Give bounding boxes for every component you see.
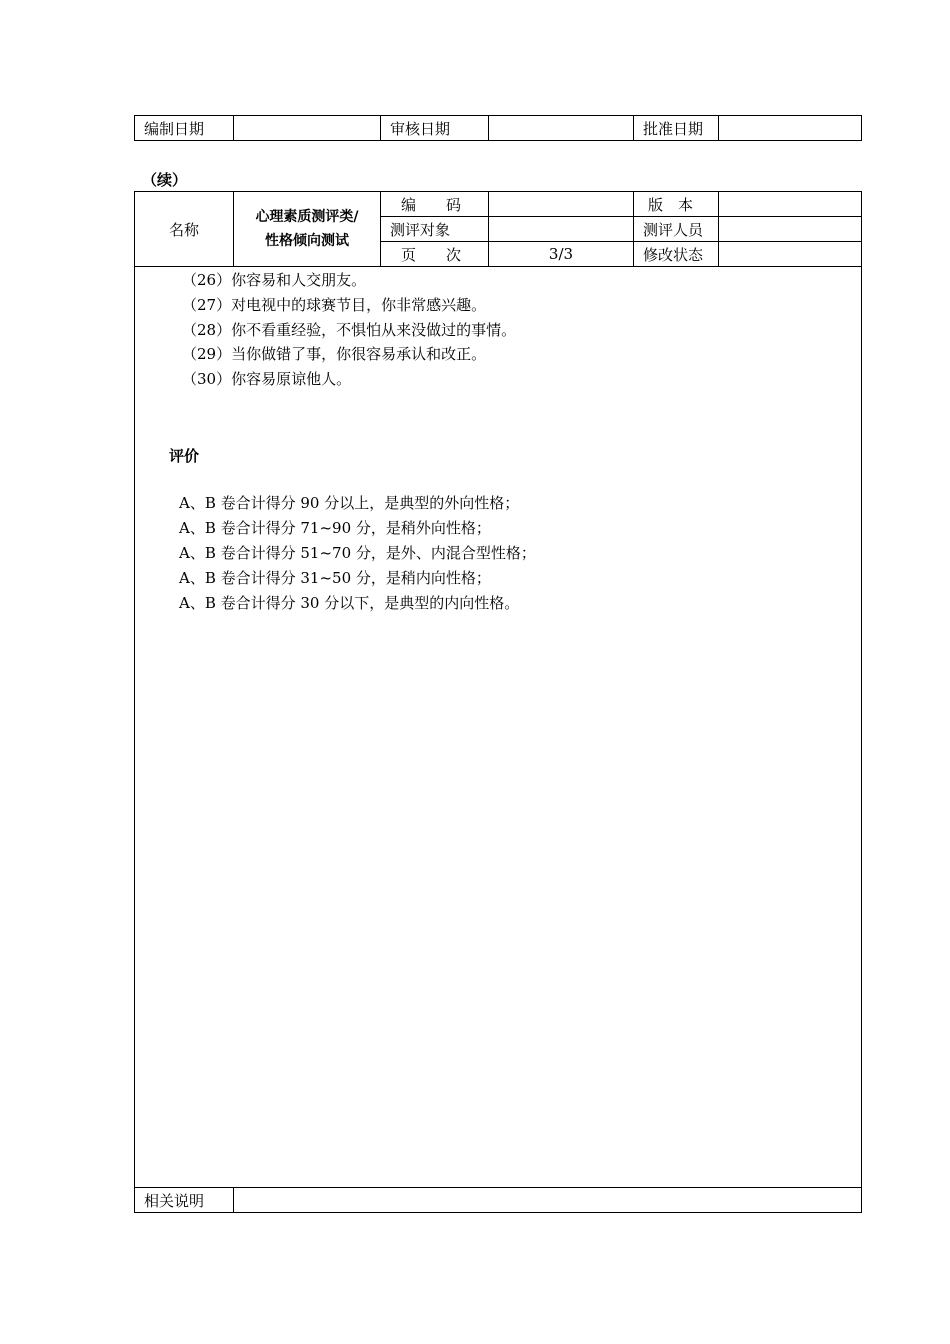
subject-label: 测评对象: [381, 217, 489, 242]
question-28: （28）你不看重经验，不惧怕从来没做过的事情。: [182, 321, 517, 339]
name-label: 名称: [135, 192, 234, 267]
question-29: （29）当你做错了事，你很容易承认和改正。: [182, 345, 487, 363]
notes-label: 相关说明: [135, 1188, 234, 1213]
approve-date-label: 批准日期: [634, 116, 719, 141]
evaluation-rule: A、B 卷合计得分 71~90 分，是稍外向性格；: [179, 519, 491, 537]
assessor-field[interactable]: [719, 217, 862, 242]
evaluation-title: 评价: [169, 447, 200, 465]
page-label: 页 次: [381, 242, 489, 267]
compile-date-label: 编制日期: [135, 116, 234, 141]
page-value: 3/3: [489, 242, 634, 267]
question-27: （27）对电视中的球赛节目，你非常感兴趣。: [182, 296, 487, 314]
continued-label: （续）: [142, 171, 188, 189]
main-form-table: [134, 191, 862, 1213]
date-table: [134, 115, 862, 141]
evaluation-rule: A、B 卷合计得分 90 分以上，是典型的外向性格；: [179, 494, 520, 512]
revision-label: 修改状态: [634, 242, 719, 267]
question-30: （30）你容易原谅他人。: [182, 370, 352, 388]
evaluation-rule: A、B 卷合计得分 31~50 分，是稍内向性格；: [179, 569, 491, 587]
code-field[interactable]: [489, 192, 634, 217]
review-date-label: 审核日期: [381, 116, 489, 141]
revision-field[interactable]: [719, 242, 862, 267]
question-26: （26）你容易和人交朋友。: [182, 271, 367, 289]
code-label: 编 码: [381, 192, 489, 217]
form-title: [234, 192, 381, 267]
evaluation-rule: A、B 卷合计得分 51~70 分，是外、内混合型性格；: [179, 544, 536, 562]
version-label: 版 本: [634, 192, 719, 217]
form-title-line2: 性格倾向测试: [265, 233, 349, 249]
notes-field[interactable]: [234, 1188, 862, 1213]
version-field[interactable]: [719, 192, 862, 217]
content-area: [135, 267, 862, 1188]
subject-field[interactable]: [489, 217, 634, 242]
review-date-field[interactable]: [489, 116, 634, 141]
evaluation-rule: A、B 卷合计得分 30 分以下，是典型的内向性格。: [179, 594, 520, 612]
approve-date-field[interactable]: [719, 116, 862, 141]
assessor-label: 测评人员: [634, 217, 719, 242]
form-title-line1: 心理素质测评类/: [255, 209, 359, 225]
compile-date-field[interactable]: [234, 116, 381, 141]
